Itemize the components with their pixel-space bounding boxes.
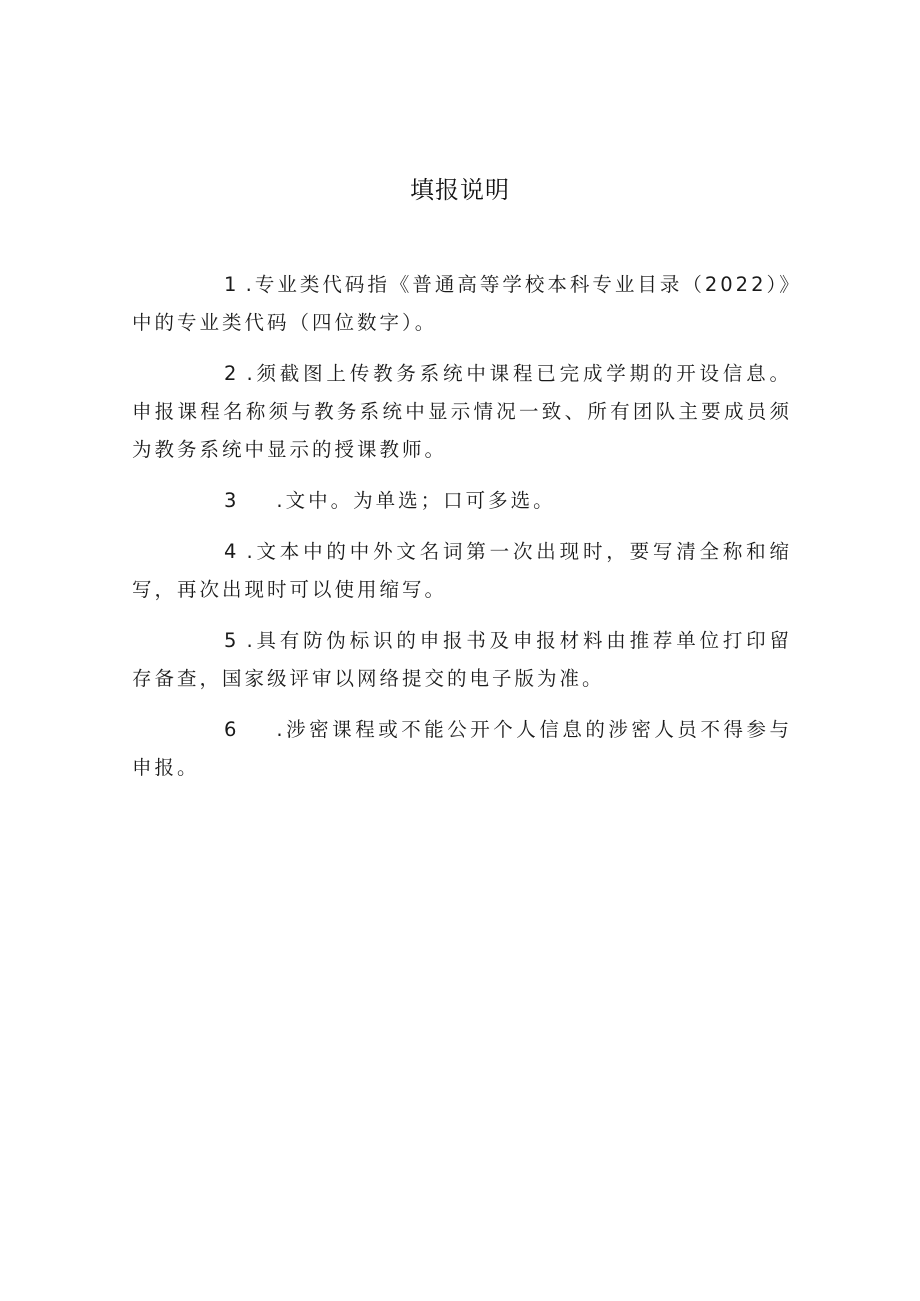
item-number: 6 [224,718,237,741]
item-text: .具有防伪标识的申报书及申报材料由推荐单位打印留存备查，国家级评审以网络提交的电子版为准。 [132,629,793,690]
instructions-list [132,266,792,800]
item-number: 1 [224,273,237,296]
item-number: 4 [224,540,237,563]
item-number: 5 [224,629,237,652]
instruction-item-4 [132,533,792,609]
item-number: 2 [224,362,237,385]
item-text: .涉密课程或不能公开个人信息的涉密人员不得参与申报。 [132,718,792,779]
item-number: 3 [224,489,237,512]
instruction-item-5 [132,622,792,698]
item-text: .文中。为单选；口可多选。 [276,489,556,512]
instruction-item-2 [132,355,792,469]
instruction-item-3 [132,482,792,520]
item-text: .文本中的中外文名词第一次出现时，要写清全称和缩写，再次出现时可以使用缩写。 [132,540,793,601]
page-title: 填报说明 [410,176,510,204]
instruction-item-1 [132,266,792,342]
instruction-item-6 [132,711,792,787]
item-text: .专业类代码指《普通高等学校本科专业目录（2022）》中的专业类代码（四位数字）。 [132,273,792,334]
item-text: .须截图上传教务系统中课程已完成学期的开设信息。申报课程名称须与教务系统中显示情况一致、所有团队主要成员须为教务系统中显示的授课教师。 [132,362,793,461]
